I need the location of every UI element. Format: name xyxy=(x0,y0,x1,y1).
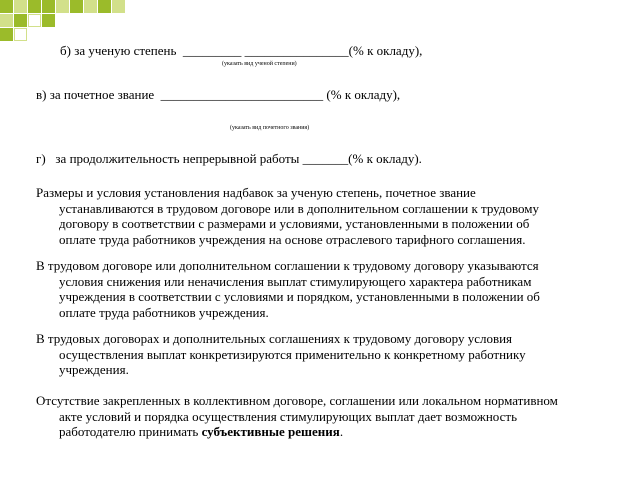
decor-square xyxy=(0,0,13,13)
decor-square xyxy=(14,28,27,41)
paragraph-line: учреждения в соответствии с условиями и порядком, установленными в положении об xyxy=(59,289,540,304)
paragraph-line xyxy=(36,424,632,440)
paragraph-line: В трудовом договоре или дополнительном соглашении к трудовому договору указываются xyxy=(36,258,539,273)
decor-square xyxy=(42,0,55,13)
decor-square xyxy=(14,14,27,27)
line-g-continuous-work: г) за продолжительность непрерывной работы _______(% к окладу). xyxy=(36,151,422,166)
paragraph-line: условия снижения или неначисления выплат стимулирующего характера работникам xyxy=(59,273,532,289)
paragraph-line: В трудовых договорах и дополнительных соглашениях к трудовому договору условия xyxy=(36,331,513,346)
decorative-checker-pattern xyxy=(0,0,125,40)
paragraph-line: оплате труда работников учреждения на основе отраслевого тарифного соглашения. xyxy=(59,231,526,247)
paragraph-line: оплате труда работников учреждения. xyxy=(59,304,269,320)
decor-square xyxy=(98,0,111,13)
decor-square xyxy=(84,0,97,13)
paragraph-line: устанавливаются в трудовом договоре или в дополнительном соглашении к трудовому xyxy=(59,200,540,216)
paragraph-line: осуществления выплат конкретизируются применительно к конкретному работнику xyxy=(59,346,526,362)
line-v-honorary-title: в) за почетное звание _________________________ (% к окладу), xyxy=(36,87,401,102)
paragraph-subjective-decisions xyxy=(36,393,632,440)
paragraph-line: Размеры и условия установления надбавок за ученую степень, почетное звание xyxy=(36,185,476,200)
decor-square xyxy=(0,14,13,27)
paragraph-line: договору в соответствии с размерами и условиями, установленными в положении об xyxy=(59,216,530,231)
decor-square xyxy=(70,0,83,13)
decor-square xyxy=(14,0,27,13)
line-b-academic-degree: б) за ученую степень _________ ________________(% к окладу), xyxy=(60,43,423,58)
decor-square xyxy=(0,28,13,41)
emphasis-subjective-decisions: субъективные решения xyxy=(201,424,340,439)
paragraph-allowance-conditions xyxy=(36,185,632,247)
paragraph-line: учреждения. xyxy=(59,362,129,377)
decor-square xyxy=(28,14,41,27)
note-honorary-title: (указать вид почетного звания) xyxy=(230,125,310,131)
paragraph-payment-specification xyxy=(36,331,632,378)
paragraph-line: Отсутствие закрепленных в коллективном договоре, соглашении или локальном нормативном xyxy=(36,393,558,408)
decor-square xyxy=(42,14,55,27)
decor-square xyxy=(56,0,69,13)
decor-square xyxy=(28,0,41,13)
text-period: . xyxy=(339,424,344,439)
paragraph-line: акте условий и порядка осуществления стимулирующих выплат дает возможность xyxy=(59,408,517,424)
paragraph-reduction-conditions xyxy=(36,258,632,320)
decor-square xyxy=(112,0,125,13)
note-academic-degree: (указать вид ученой степени) xyxy=(222,61,297,67)
text-prefix: работодателю принимать xyxy=(59,424,202,439)
